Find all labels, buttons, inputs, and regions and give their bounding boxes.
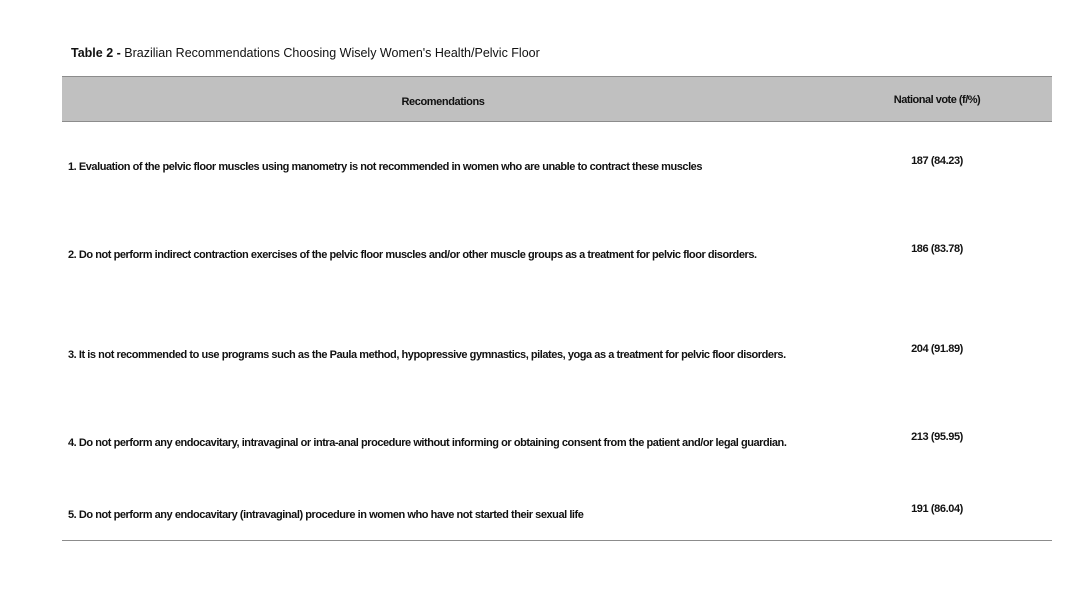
national-vote-value: 186 (83.78): [911, 243, 963, 255]
table-row: [62, 243, 1052, 263]
national-vote-value: 213 (95.95): [911, 431, 963, 443]
recommendation-text: 5. Do not perform any endocavitary (intravaginal) procedure in women who have not started their sexual life: [68, 509, 584, 521]
table-caption-text: Brazilian Recommendations Choosing Wisely Women's Health/Pelvic Floor: [124, 46, 540, 60]
table-caption-lead: Table 2 -: [71, 46, 121, 60]
national-vote-value: 191 (86.04): [911, 503, 963, 515]
table-row: [62, 155, 1052, 175]
recommendation-text: 1. Evaluation of the pelvic floor muscles using manometry is not recommended in women who are unable to contract these muscles: [68, 161, 703, 173]
table-caption: [71, 46, 540, 60]
recommendations-table: [62, 76, 1052, 122]
recommendation-text: 3. It is not recommended to use programs such as the Paula method, hypopressive gymnastics, pilates, yoga as a treatment for pelvic floor disorders.: [68, 349, 786, 361]
table-row: [62, 503, 1052, 523]
recommendation-text: 2. Do not perform indirect contraction exercises of the pelvic floor muscles and/or other muscle groups as a treatment for pelvic floor disorders.: [68, 249, 757, 261]
recommendation-text: 4. Do not perform any endocavitary, intravaginal or intra-anal procedure without informing or obtaining consent from the patient and/or legal guardian.: [68, 437, 787, 449]
table-row: [62, 431, 1052, 451]
table-header: [62, 76, 1052, 122]
table-row: [62, 343, 1052, 363]
table-bottom-rule: [62, 540, 1052, 541]
national-vote-value: 187 (84.23): [911, 155, 963, 167]
national-vote-value: 204 (91.89): [911, 343, 963, 355]
column-header-national-vote: National vote (f/%): [893, 94, 981, 106]
column-header-recommendations: Recomendations: [401, 96, 485, 108]
